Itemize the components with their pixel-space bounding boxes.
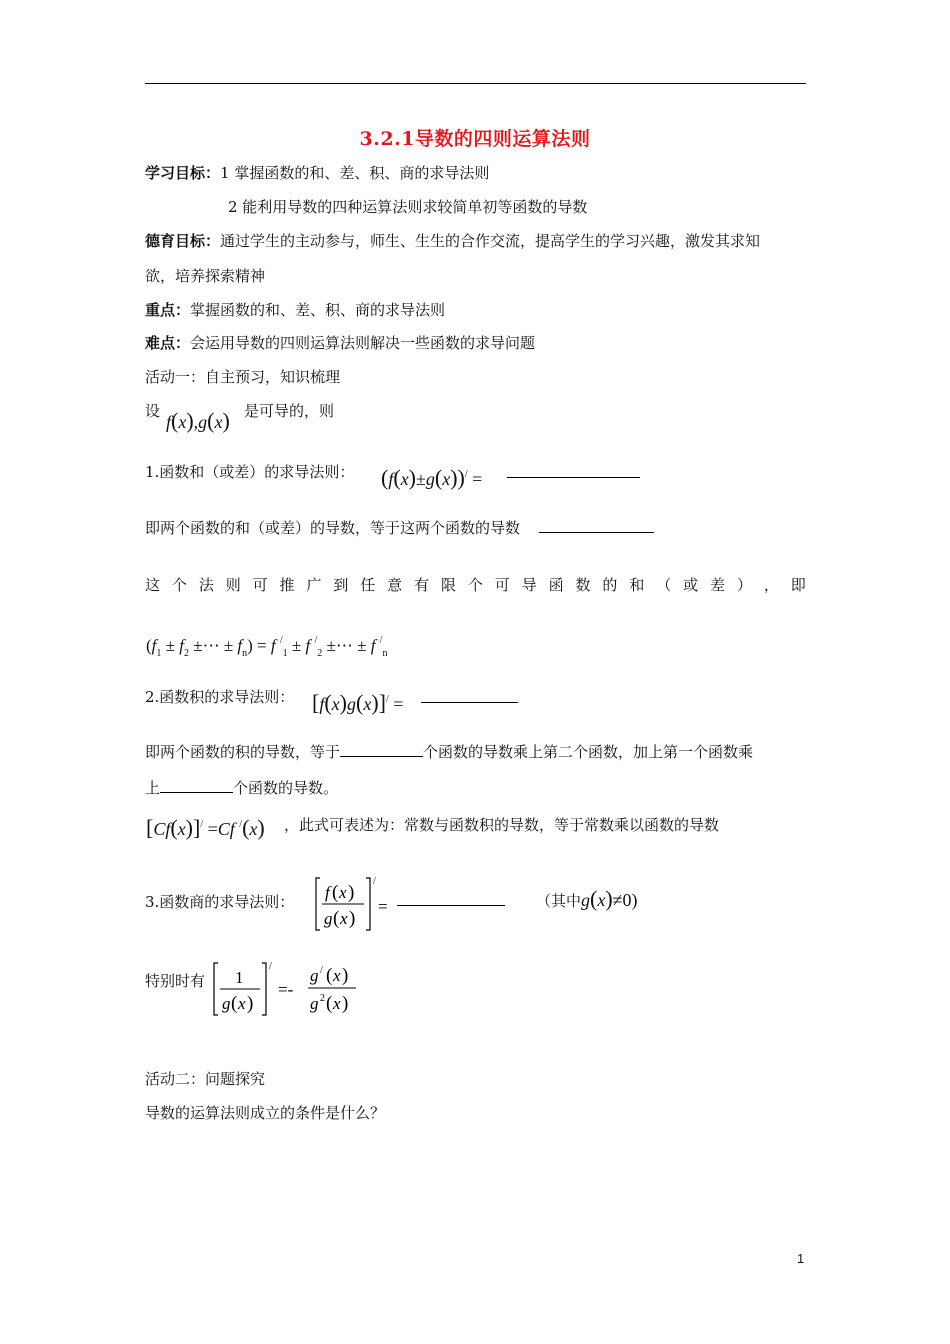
rule-2-explain-1 (145, 742, 753, 762)
rule-2-answer-blank[interactable] (421, 688, 518, 703)
moral-goal-label: 德育目标： (145, 232, 221, 250)
difficulty-label: 难点： (145, 334, 191, 352)
svg-text:(: ( (231, 993, 238, 1014)
rule-1-extend-char: 限 (440, 576, 456, 594)
rule-1-general-formula: ($f_1 \pm f_2$ ±⋯ ± $f_n) = f$ /$_1$ ± f /$_2$ ±⋯ ± f /$_n$ (146, 635, 388, 659)
difficulty-text: 会运用导数的四则运算法则解决一些函数的求导问题 (190, 334, 536, 352)
svg-text:(: ( (326, 993, 333, 1014)
rule-1-extend-char: 到 (333, 576, 349, 594)
moral-goal-text-1: 通过学生的主动参与，师生、生生的合作交流，提高学生的学习兴趣，激发其求知 (220, 232, 761, 250)
svg-text:x: x (333, 994, 341, 1013)
rule-3-special-formula (210, 957, 360, 1021)
rule-1-explain-blank[interactable] (539, 518, 654, 533)
svg-text:/: / (320, 965, 323, 976)
svg-text:g: g (222, 994, 231, 1013)
rule-3-answer-blank[interactable] (397, 891, 505, 906)
rule-1-extend-char: 这 (145, 576, 161, 594)
rule-1-extend-char: 或 (683, 576, 699, 594)
svg-text:): ) (247, 993, 254, 1014)
learning-goals-label: 学习目标： (145, 164, 221, 182)
svg-text:): ) (348, 882, 355, 903)
svg-text:): ) (349, 908, 356, 929)
goal-2: 2 能利用导数的四种运算法则求较简单初等函数的导数 (228, 198, 588, 216)
rule-1-extend-char: 函 (548, 576, 564, 594)
rule-1-extend-char: 的 (602, 576, 618, 594)
rule-1-extend-char: 意 (387, 576, 403, 594)
rule-1-formula: (f(x)±g(x))/ = (381, 465, 483, 490)
rule-1-extend-char: 个 (467, 576, 483, 594)
svg-text:2: 2 (320, 993, 325, 1004)
page-title: 3.2.1导数的四则运算法则 (359, 128, 591, 150)
rule-2-explain-a: 即两个函数的积的导数，等于 (145, 743, 341, 761)
rule-2-formula: [f(x)g(x)]/ = (312, 690, 404, 715)
svg-text:g: g (310, 966, 319, 985)
rule-1-extend-char: 任 (360, 576, 376, 594)
rule-3-cond-text: （其中 (536, 892, 582, 910)
rule-1-extend-char: 则 (225, 576, 241, 594)
rule-1-explain-text: 即两个函数的和（或差）的导数，等于这两个函数的导数 (145, 519, 521, 537)
svg-text:): ) (342, 965, 349, 986)
svg-text:g: g (310, 994, 319, 1013)
rule-1-extend-char: 即 (790, 576, 806, 594)
svg-text:x: x (339, 883, 347, 902)
svg-text:f: f (325, 883, 330, 902)
question: 导数的运算法则成立的条件是什么？ (145, 1104, 386, 1122)
rule-3-label: 3.函数商的求导法则： (145, 893, 295, 911)
rule-2-blank-1[interactable] (340, 742, 423, 757)
given-line (145, 401, 160, 421)
rule-1-extend-char: 和 (629, 576, 645, 594)
svg-text:x: x (340, 909, 348, 928)
svg-text:(: ( (333, 908, 340, 929)
rule-1-extend-char: （ (656, 576, 672, 594)
page-number: 1 (797, 1251, 805, 1266)
rule-2-blank-2[interactable] (160, 778, 233, 793)
activity-2-heading: 活动二：问题探究 (145, 1070, 266, 1088)
rule-1-extend-char: 法 (198, 576, 214, 594)
header-rule (145, 83, 806, 84)
moral-goal (145, 231, 760, 251)
rule-1-answer-blank[interactable] (507, 463, 640, 478)
svg-text:x: x (238, 994, 246, 1013)
rule-1-extend-char: 推 (279, 576, 295, 594)
rule-1-extend-char: 差 (710, 576, 726, 594)
rule-1-extend-char: 可 (494, 576, 510, 594)
activity-1-heading: 活动一：自主预习，知识梳理 (145, 368, 341, 386)
svg-text:/: / (269, 961, 272, 972)
rule-2-explain-c: 上 (145, 779, 161, 797)
svg-text:): ) (342, 993, 349, 1014)
rule-3-condition: （其中g(x)≠0) (536, 886, 638, 911)
rule-2-explain-b: 个函数的导数乘上第二个函数，加上第一个函数乘 (423, 743, 754, 761)
const-rule-note: ，此式可表述为：常数与函数积的导数，等于常数乘以函数的导数 (284, 816, 720, 834)
svg-text:=: = (378, 897, 388, 916)
svg-text:/: / (373, 876, 376, 887)
key-point-label: 重点： (145, 301, 191, 319)
svg-text:1: 1 (235, 968, 244, 987)
rule-1-extend-char: 有 (414, 576, 430, 594)
goal-1: 1 掌握函数的和、差、积、商的求导法则 (220, 164, 490, 182)
rule-1-extend-char: 广 (306, 576, 322, 594)
svg-text:g: g (324, 909, 333, 928)
rule-1-extend-line (145, 574, 806, 595)
rule-1-extend-char: 导 (521, 576, 537, 594)
key-point-text: 掌握函数的和、差、积、商的求导法则 (190, 301, 446, 319)
rule-1-extend-char: 个 (171, 576, 187, 594)
rule-1-explain (145, 518, 654, 538)
rule-1-extend-char: 可 (252, 576, 268, 594)
svg-text:=-: =- (278, 980, 294, 999)
rule-3-special-label: 特别时有 (145, 972, 206, 990)
svg-text:(: ( (332, 882, 339, 903)
learning-goals (145, 163, 489, 183)
rule-1-extend-char: ） (736, 576, 752, 594)
rule-1-extend-char: ， (763, 576, 779, 594)
key-point (145, 300, 445, 320)
rule-3-formula (312, 872, 388, 934)
given-formula: f(x),g(x) (166, 408, 230, 433)
rule-1-extend-char: 数 (575, 576, 591, 594)
moral-goal-text-2: 欲，培养探索精神 (145, 267, 266, 285)
rule-2-label: 2.函数积的求导法则： (145, 688, 295, 706)
rule-2-explain-2 (145, 778, 338, 798)
const-rule-formula: [Cf(x)]/ =Cf /(x) (146, 815, 265, 840)
difficulty (145, 333, 535, 353)
rule-2-explain-d: 个函数的导数。 (233, 779, 339, 797)
svg-text:(: ( (326, 965, 333, 986)
given-prefix: 设 (145, 402, 161, 420)
given-suffix: 是可导的，则 (244, 402, 335, 420)
rule-1-label: 1.函数和（或差）的求导法则： (145, 463, 355, 481)
svg-text:x: x (333, 966, 341, 985)
